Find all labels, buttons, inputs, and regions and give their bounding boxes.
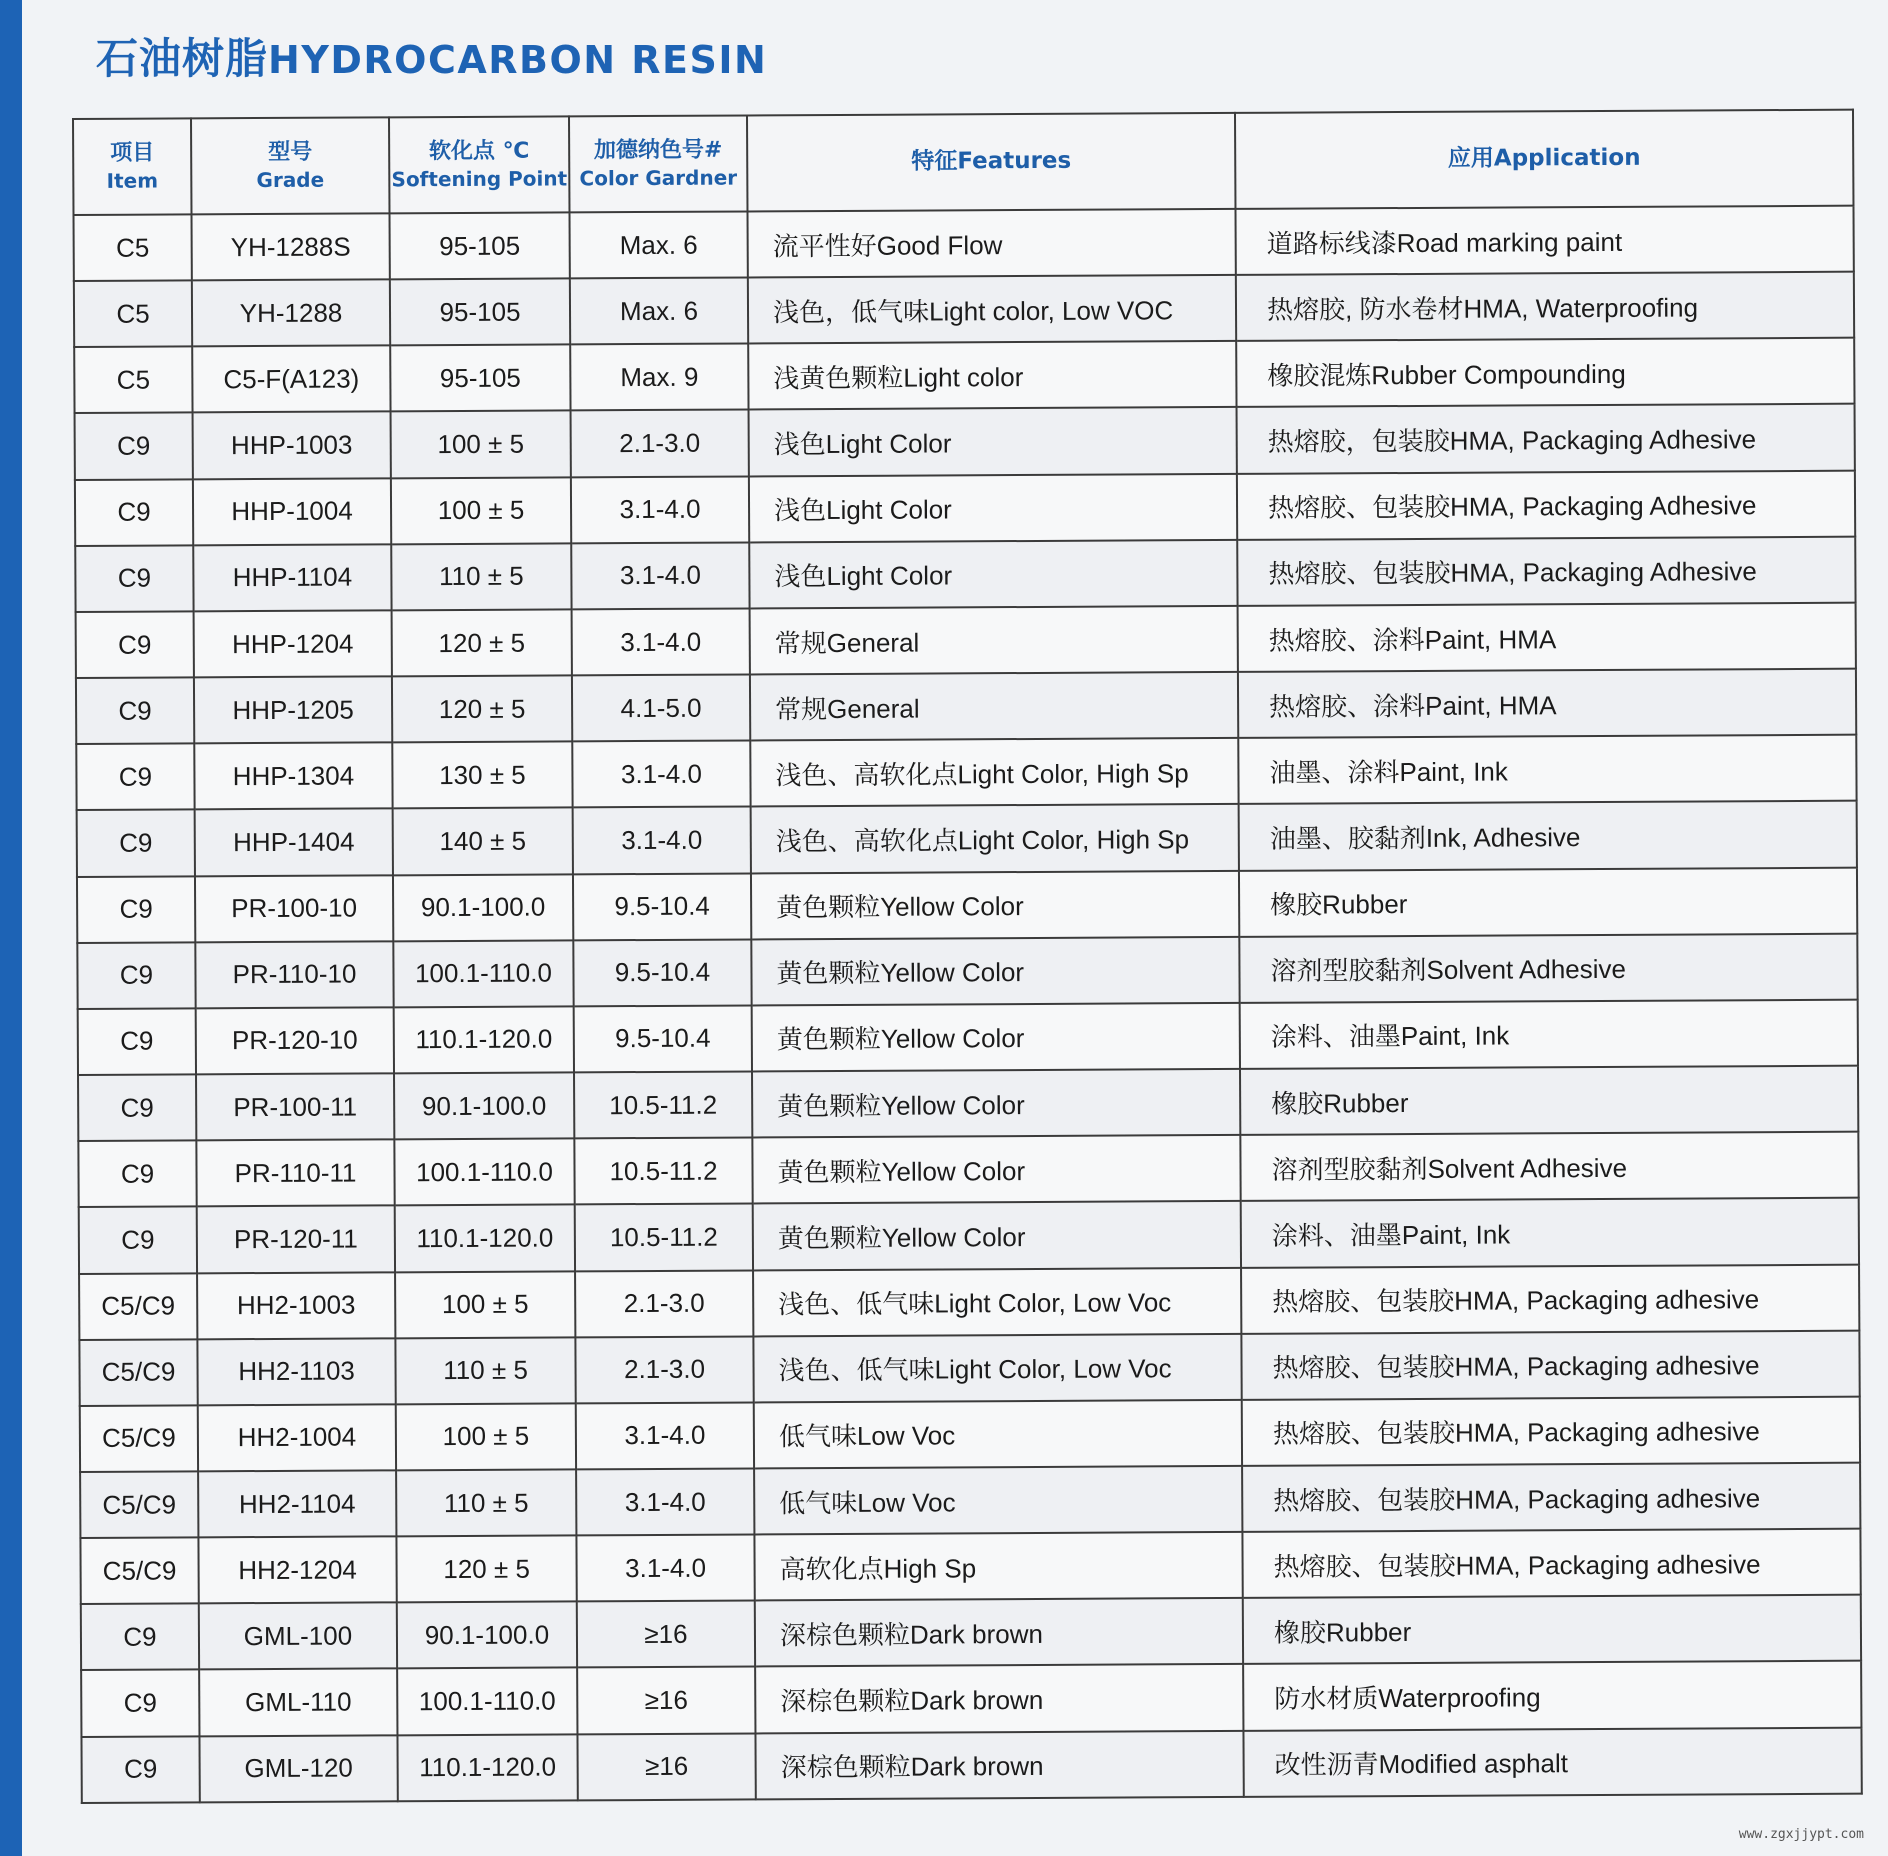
- features-cell: 浅色、低气味Light Color, Low Voc: [753, 1334, 1241, 1403]
- item-cell: C9: [77, 876, 195, 943]
- header-grade: [191, 117, 389, 214]
- grade-cell: HH2-1004: [198, 1404, 396, 1471]
- application-cell: 热熔胶, 防水卷材HMA, Waterproofing: [1236, 272, 1854, 341]
- watermark: www.zgxjjypt.com: [1738, 1827, 1864, 1842]
- softening-point-cell: 100 ± 5: [391, 477, 571, 544]
- application-cell: 油墨、胶黏剂Ink, Adhesive: [1239, 801, 1857, 870]
- color-gardner-cell: Max. 6: [570, 211, 748, 278]
- application-cell: 防水材质Waterproofing: [1243, 1661, 1861, 1730]
- header-softening-en: Softening Point: [391, 166, 568, 192]
- header-item-cn: 项目: [110, 140, 155, 166]
- color-gardner-cell: 4.1-5.0: [572, 675, 750, 742]
- grade-cell: HHP-1003: [193, 412, 391, 479]
- features-cell: 黄色颗粒Yellow Color: [752, 1003, 1240, 1072]
- features-cell: 黄色颗粒Yellow Color: [751, 937, 1239, 1006]
- table-row: [76, 603, 1856, 678]
- item-cell: C9: [77, 942, 195, 1009]
- table-row: [74, 272, 1854, 347]
- table-body: [74, 206, 1862, 1803]
- features-cell: 常规General: [750, 672, 1238, 741]
- softening-point-cell: 120 ± 5: [392, 675, 572, 742]
- grade-cell: C5-F(A123): [192, 346, 390, 413]
- grade-cell: HH2-1103: [197, 1338, 395, 1405]
- table-row: [74, 338, 1854, 413]
- softening-point-cell: 110 ± 5: [391, 543, 571, 610]
- features-cell: 低气味Low Voc: [754, 1400, 1242, 1469]
- grade-cell: PR-110-10: [195, 941, 393, 1008]
- grade-cell: YH-1288S: [192, 213, 390, 280]
- grade-cell: HHP-1304: [194, 743, 392, 810]
- item-cell: C5/C9: [80, 1471, 198, 1538]
- header-application: 应用Application: [1235, 110, 1853, 209]
- application-cell: 橡胶Rubber: [1240, 1066, 1858, 1135]
- table-row: [81, 1661, 1861, 1736]
- color-gardner-cell: 3.1-4.0: [572, 608, 750, 675]
- table-row: [78, 1000, 1858, 1075]
- item-cell: C5/C9: [79, 1273, 197, 1340]
- color-gardner-cell: 9.5-10.4: [573, 873, 751, 940]
- features-cell: 浅色、高软化点Light Color, High Sp: [750, 738, 1238, 807]
- table-row: [76, 669, 1856, 744]
- color-gardner-cell: ≥16: [577, 1733, 755, 1800]
- application-cell: 热熔胶、包装胶HMA, Packaging adhesive: [1242, 1529, 1860, 1598]
- item-cell: C9: [78, 1008, 196, 1075]
- header-grade-cn: 型号: [268, 139, 313, 165]
- color-gardner-cell: 3.1-4.0: [571, 542, 749, 609]
- features-cell: 浅色，低气味Light color, Low VOC: [748, 275, 1236, 344]
- table-row: [77, 867, 1857, 942]
- grade-cell: PR-120-10: [196, 1007, 394, 1074]
- header-softening-point: [389, 116, 570, 213]
- color-gardner-cell: ≥16: [577, 1667, 755, 1734]
- item-cell: C9: [78, 1141, 196, 1208]
- table-row: [80, 1529, 1860, 1604]
- item-cell: C5: [74, 214, 192, 281]
- application-cell: 橡胶混炼Rubber Compounding: [1236, 338, 1854, 407]
- softening-point-cell: 120 ± 5: [396, 1536, 576, 1603]
- color-gardner-cell: 3.1-4.0: [576, 1402, 754, 1469]
- resin-table-container: [72, 109, 1861, 1804]
- color-gardner-cell: 2.1-3.0: [575, 1336, 753, 1403]
- table-row: [79, 1198, 1859, 1273]
- application-cell: 涂料、油墨Paint, Ink: [1241, 1198, 1859, 1267]
- grade-cell: PR-120-11: [197, 1206, 395, 1273]
- header-color-cn: 加德纳色号#: [593, 137, 723, 163]
- table-row: [81, 1595, 1861, 1670]
- features-cell: 浅色、高软化点Light Color, High Sp: [751, 804, 1239, 873]
- softening-point-cell: 110.1-120.0: [397, 1734, 577, 1801]
- item-cell: C5: [74, 281, 192, 348]
- application-cell: 油墨、涂料Paint, Ink: [1238, 735, 1856, 804]
- grade-cell: PR-110-11: [196, 1140, 394, 1207]
- features-cell: 低气味Low Voc: [754, 1466, 1242, 1535]
- features-cell: 浅色Light Color: [749, 540, 1237, 609]
- table-row: [75, 470, 1855, 545]
- softening-point-cell: 110 ± 5: [396, 1469, 576, 1536]
- table-row: [77, 801, 1857, 876]
- features-cell: 黄色颗粒Yellow Color: [753, 1201, 1241, 1270]
- features-cell: 深棕色颗粒Dark brown: [755, 1664, 1243, 1733]
- softening-point-cell: 110.1-120.0: [395, 1205, 575, 1272]
- features-cell: 高软化点High Sp: [754, 1532, 1242, 1601]
- application-cell: 热熔胶、包装胶HMA, Packaging adhesive: [1242, 1463, 1860, 1532]
- item-cell: C9: [75, 545, 193, 612]
- header-features: 特征Features: [747, 113, 1235, 212]
- item-cell: C9: [75, 413, 193, 480]
- grade-cell: PR-100-11: [196, 1073, 394, 1140]
- grade-cell: HHP-1205: [194, 676, 392, 743]
- features-cell: 流平性好Good Flow: [747, 209, 1235, 278]
- color-gardner-cell: 3.1-4.0: [573, 807, 751, 874]
- header-softening-cn: 软化点 ℃: [428, 138, 530, 164]
- softening-point-cell: 100.1-110.0: [394, 1139, 574, 1206]
- item-cell: C5/C9: [80, 1405, 198, 1472]
- softening-point-cell: 90.1-100.0: [397, 1602, 577, 1669]
- table-row: [78, 1066, 1858, 1141]
- item-cell: C9: [81, 1604, 199, 1671]
- application-cell: 橡胶Rubber: [1243, 1595, 1861, 1664]
- softening-point-cell: 100 ± 5: [391, 411, 571, 478]
- grade-cell: PR-100-10: [195, 875, 393, 942]
- table-row: [78, 1132, 1858, 1207]
- color-gardner-cell: 3.1-4.0: [576, 1535, 754, 1602]
- grade-cell: HH2-1003: [197, 1272, 395, 1339]
- color-gardner-cell: 10.5-11.2: [574, 1138, 752, 1205]
- item-cell: C9: [77, 810, 195, 877]
- softening-point-cell: 100.1-110.0: [397, 1668, 577, 1735]
- color-gardner-cell: ≥16: [577, 1601, 755, 1668]
- features-cell: 黄色颗粒Yellow Color: [751, 870, 1239, 939]
- color-gardner-cell: 9.5-10.4: [573, 939, 751, 1006]
- color-gardner-cell: 2.1-3.0: [575, 1270, 753, 1337]
- header-item-en: Item: [106, 168, 159, 194]
- item-cell: C9: [78, 1074, 196, 1141]
- features-cell: 浅色Light Color: [749, 474, 1237, 543]
- table-row: [79, 1264, 1859, 1339]
- grade-cell: HHP-1104: [193, 544, 391, 611]
- softening-point-cell: 110.1-120.0: [394, 1006, 574, 1073]
- color-gardner-cell: 10.5-11.2: [574, 1071, 752, 1138]
- item-cell: C9: [76, 744, 194, 811]
- application-cell: 改性沥青Modified asphalt: [1243, 1727, 1861, 1797]
- color-gardner-cell: 3.1-4.0: [572, 741, 750, 808]
- item-cell: C9: [81, 1736, 199, 1803]
- application-cell: 热熔胶、涂料Paint, HMA: [1238, 603, 1856, 672]
- table-row: [76, 735, 1856, 810]
- softening-point-cell: 120 ± 5: [392, 609, 572, 676]
- application-cell: 涂料、油墨Paint, Ink: [1240, 1000, 1858, 1069]
- color-gardner-cell: 10.5-11.2: [575, 1204, 753, 1271]
- grade-cell: HHP-1404: [195, 809, 393, 876]
- softening-point-cell: 95-105: [390, 212, 570, 279]
- softening-point-cell: 130 ± 5: [392, 742, 572, 809]
- item-cell: C5/C9: [80, 1537, 198, 1604]
- features-cell: 黄色颗粒Yellow Color: [752, 1135, 1240, 1204]
- application-cell: 溶剂型胶黏剂Solvent Adhesive: [1240, 1132, 1858, 1201]
- softening-point-cell: 100 ± 5: [396, 1403, 576, 1470]
- application-cell: 热熔胶、涂料Paint, HMA: [1238, 669, 1856, 738]
- item-cell: C9: [76, 677, 194, 744]
- table-row: [81, 1727, 1861, 1803]
- resin-spec-table: [72, 109, 1863, 1804]
- grade-cell: HHP-1204: [194, 610, 392, 677]
- grade-cell: GML-120: [199, 1735, 397, 1802]
- header-color-gardner: [569, 115, 748, 212]
- table-row: [79, 1330, 1859, 1405]
- item-cell: C9: [81, 1670, 199, 1737]
- grade-cell: HH2-1204: [198, 1536, 396, 1603]
- application-cell: 热熔胶、包装胶HMA, Packaging Adhesive: [1237, 536, 1855, 605]
- color-gardner-cell: 3.1-4.0: [576, 1468, 754, 1535]
- application-cell: 热熔胶、包装胶HMA, Packaging adhesive: [1241, 1330, 1859, 1399]
- table-row: [77, 933, 1857, 1008]
- softening-point-cell: 100.1-110.0: [393, 940, 573, 1007]
- table-row: [80, 1463, 1860, 1538]
- table-row: [74, 206, 1854, 281]
- softening-point-cell: 140 ± 5: [393, 808, 573, 875]
- softening-point-cell: 90.1-100.0: [393, 874, 573, 941]
- color-gardner-cell: Max. 6: [570, 278, 748, 345]
- table-row: [75, 536, 1855, 611]
- application-cell: 热熔胶、包装胶HMA, Packaging Adhesive: [1237, 470, 1855, 539]
- color-gardner-cell: 3.1-4.0: [571, 476, 749, 543]
- color-gardner-cell: 9.5-10.4: [574, 1005, 752, 1072]
- grade-cell: HH2-1104: [198, 1470, 396, 1537]
- features-cell: 常规General: [750, 606, 1238, 675]
- item-cell: C9: [79, 1207, 197, 1274]
- features-cell: 浅黄色颗粒Light color: [748, 341, 1236, 410]
- grade-cell: YH-1288: [192, 279, 390, 346]
- softening-point-cell: 95-105: [390, 279, 570, 346]
- features-cell: 浅色Light Color: [749, 407, 1237, 476]
- title-cn: 石油树脂: [96, 34, 269, 83]
- item-cell: C9: [76, 611, 194, 678]
- item-cell: C5/C9: [79, 1339, 197, 1406]
- header-grade-en: Grade: [256, 167, 325, 193]
- application-cell: 热熔胶、包装胶HMA, Packaging adhesive: [1242, 1396, 1860, 1465]
- application-cell: 热熔胶、包装胶HMA, Packaging adhesive: [1241, 1264, 1859, 1333]
- grade-cell: GML-110: [199, 1669, 397, 1736]
- softening-point-cell: 100 ± 5: [395, 1271, 575, 1338]
- item-cell: C9: [75, 479, 193, 546]
- features-cell: 黄色颗粒Yellow Color: [752, 1069, 1240, 1138]
- features-cell: 浅色、低气味Light Color, Low Voc: [753, 1267, 1241, 1336]
- blue-edge-bar: [0, 0, 22, 1856]
- color-gardner-cell: Max. 9: [570, 344, 748, 411]
- grade-cell: GML-100: [199, 1603, 397, 1670]
- color-gardner-cell: 2.1-3.0: [571, 410, 749, 477]
- application-cell: 道路标线漆Road marking paint: [1235, 206, 1853, 275]
- application-cell: 热熔胶，包装胶HMA, Packaging Adhesive: [1237, 404, 1855, 473]
- softening-point-cell: 90.1-100.0: [394, 1072, 574, 1139]
- header-color-en: Color Gardner: [579, 165, 738, 191]
- table-row: [75, 404, 1855, 479]
- title-en: HYDROCARBON RESIN: [268, 38, 768, 82]
- grade-cell: HHP-1004: [193, 478, 391, 545]
- page-title: [96, 26, 767, 86]
- features-cell: 深棕色颗粒Dark brown: [755, 1730, 1243, 1799]
- softening-point-cell: 110 ± 5: [395, 1337, 575, 1404]
- table-row: [80, 1396, 1860, 1471]
- features-cell: 深棕色颗粒Dark brown: [755, 1598, 1243, 1667]
- application-cell: 溶剂型胶黏剂Solvent Adhesive: [1239, 933, 1857, 1002]
- application-cell: 橡胶Rubber: [1239, 867, 1857, 936]
- item-cell: C5: [74, 347, 192, 414]
- softening-point-cell: 95-105: [390, 345, 570, 412]
- header-row: [73, 110, 1853, 215]
- header-item: [73, 118, 192, 215]
